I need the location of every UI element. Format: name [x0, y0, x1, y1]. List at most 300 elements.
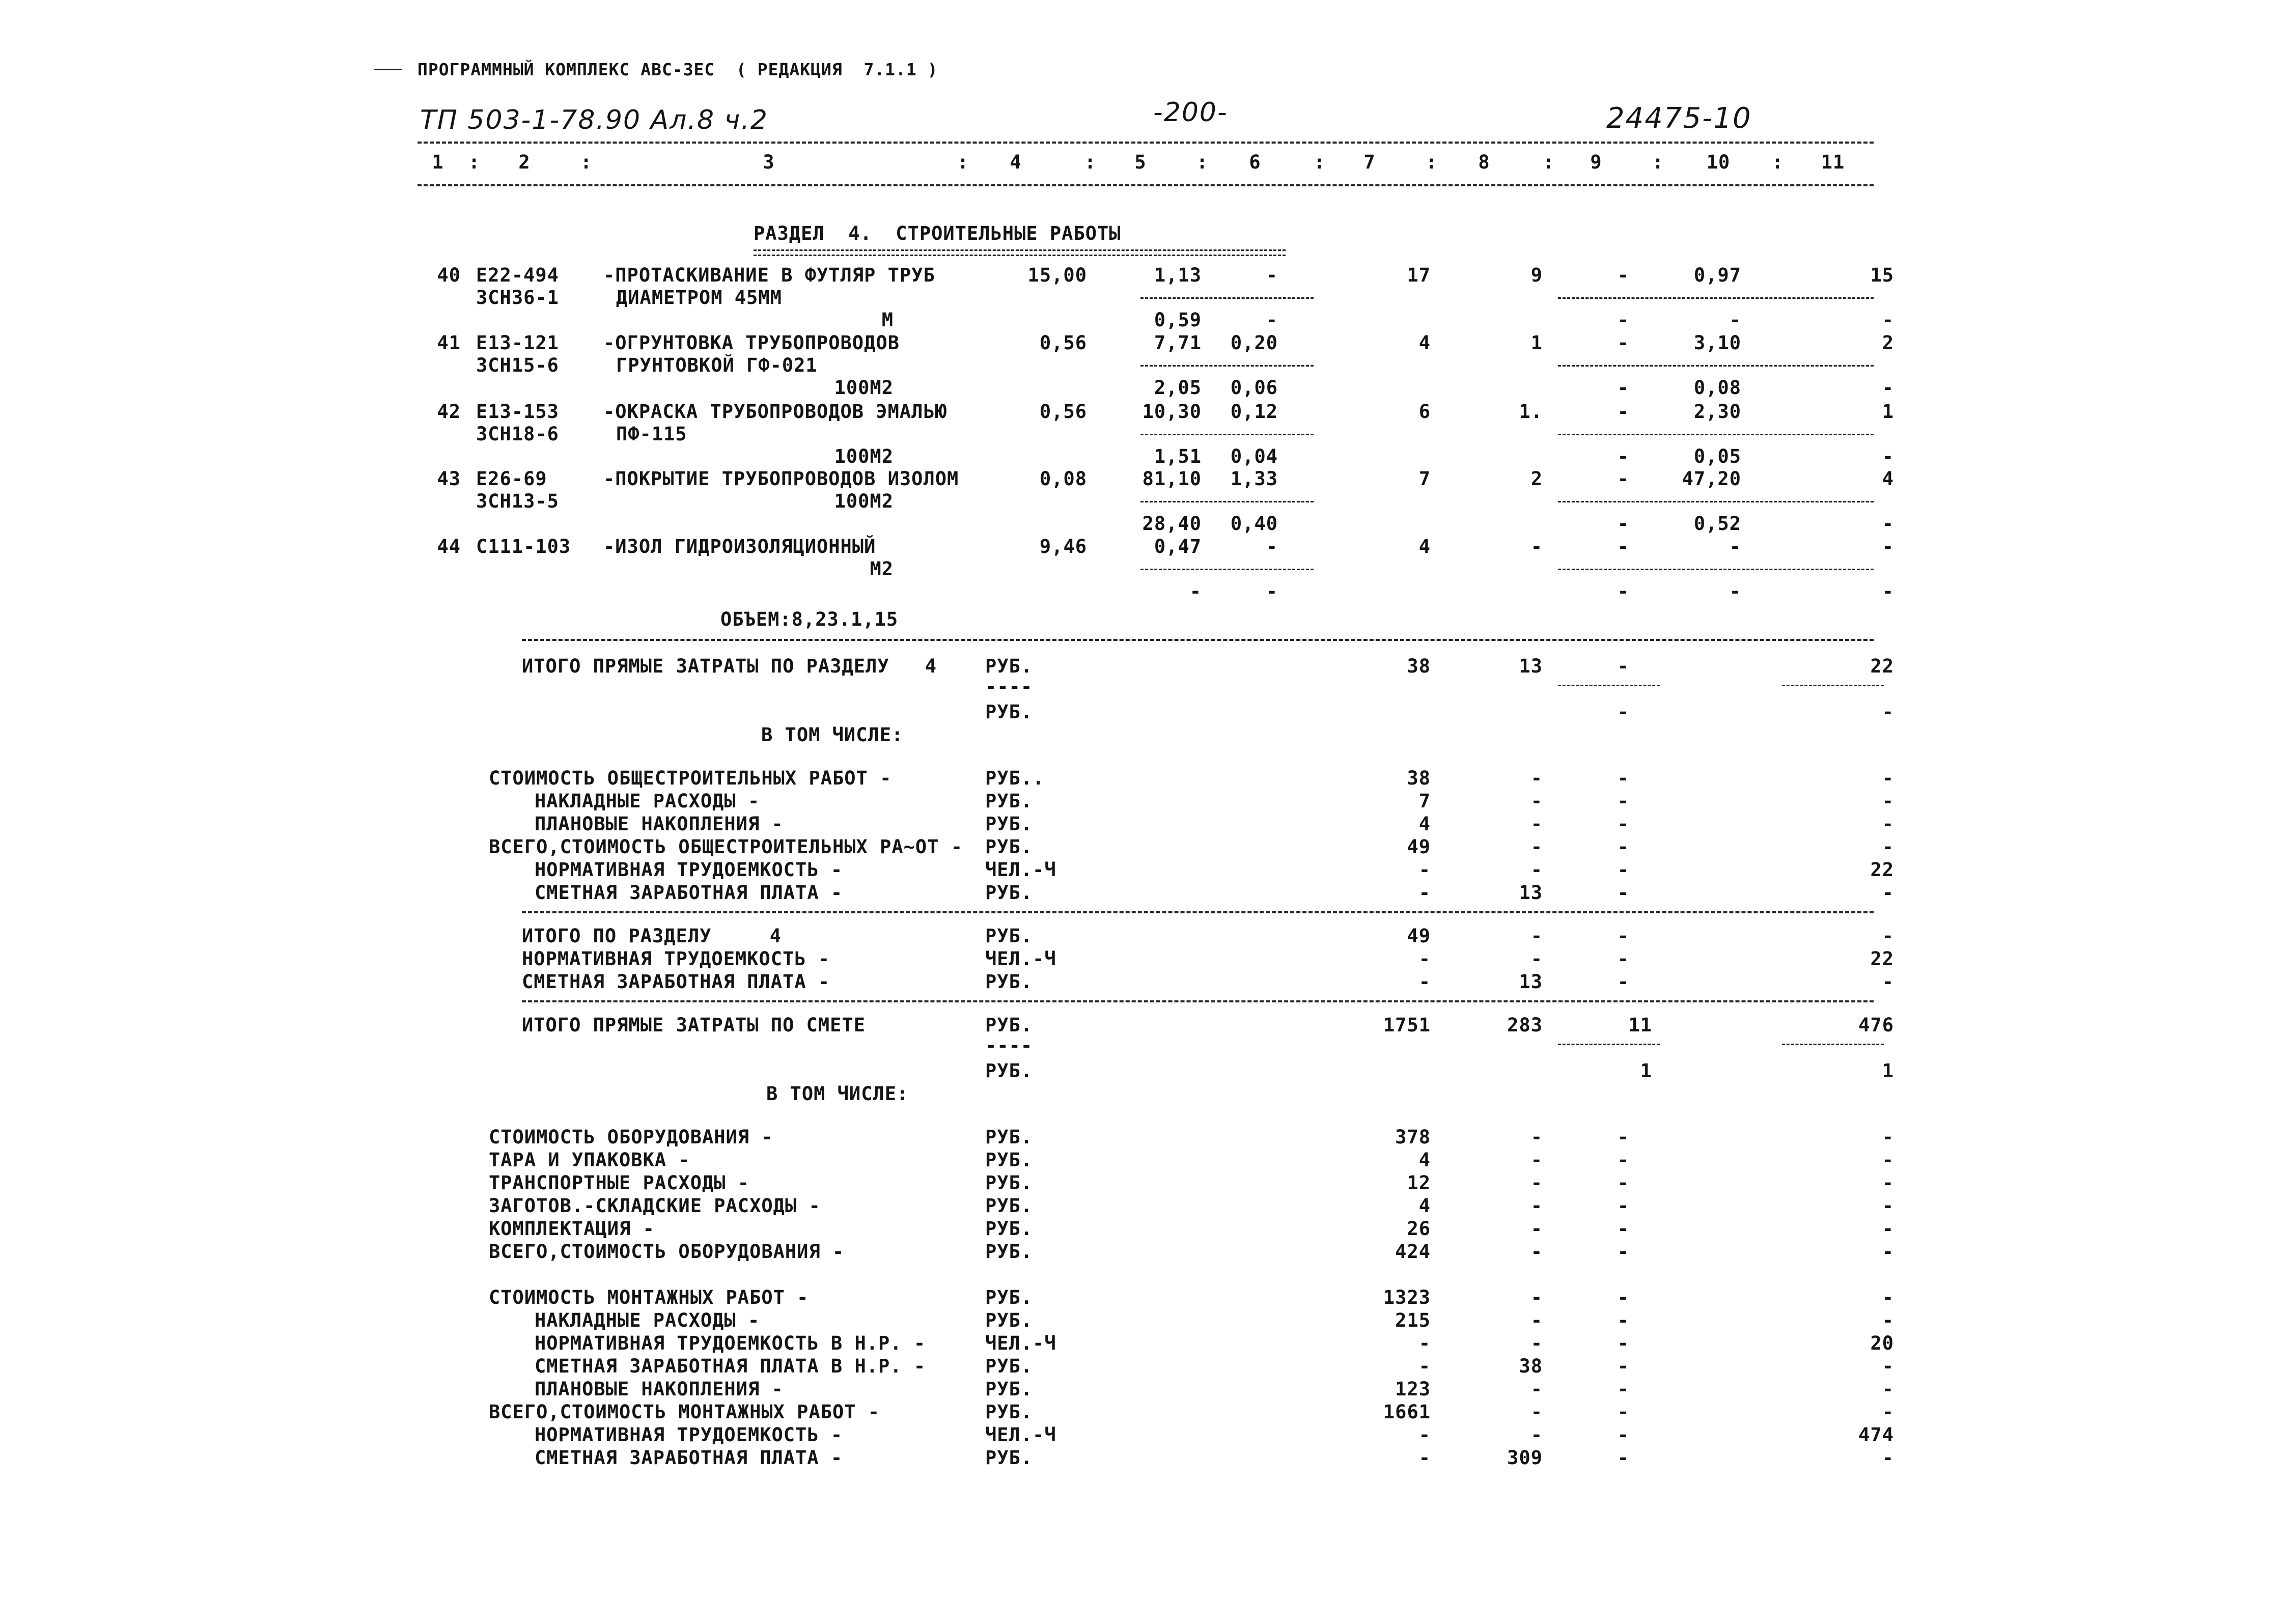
- breakdown-row-label: ВСЕГО,СТОИМОСТЬ ОБЩЕСТРОИТЕЛЬНЫХ РА~ОТ -: [489, 836, 963, 858]
- item-machine: -: [1617, 468, 1629, 490]
- installation-row-labor: -: [1882, 1309, 1894, 1331]
- item-unit-machine-wage: -: [1266, 580, 1278, 602]
- installation-row-unit: РУБ.: [985, 1355, 1033, 1377]
- breakdown-row-wages: -: [1530, 836, 1543, 858]
- equipment-row-total: 378: [1395, 1126, 1431, 1148]
- item-total: 17: [1407, 264, 1431, 286]
- installation-row-machine: -: [1617, 1447, 1629, 1469]
- installation-row-total: -: [1418, 1447, 1431, 1469]
- item-unit-machine-wage: 0,40: [1230, 513, 1278, 535]
- equipment-row-machine: -: [1617, 1172, 1629, 1194]
- item-subcode: 3СН15-6: [476, 354, 559, 376]
- equipment-row-unit: РУБ.: [985, 1218, 1033, 1240]
- item-wages: 1: [1530, 332, 1543, 354]
- item-machine-wage: -: [1617, 377, 1629, 399]
- installation-row-machine: -: [1617, 1401, 1629, 1423]
- installation-row-wages: -: [1530, 1332, 1543, 1354]
- installation-row-wages: -: [1530, 1286, 1543, 1308]
- item-description: -ПОКРЫТИЕ ТРУБОПРОВОДОВ ИЗОЛОМ: [603, 468, 959, 490]
- breakdown-row-wages: -: [1530, 813, 1543, 835]
- item-labor-unit-2: 0,52: [1693, 513, 1741, 535]
- equipment-row-wages: -: [1530, 1218, 1543, 1240]
- item-total: 4: [1418, 536, 1431, 557]
- equipment-row-total: 4: [1418, 1195, 1431, 1217]
- equipment-row-labor: -: [1882, 1126, 1894, 1148]
- item-number: 40: [437, 264, 461, 286]
- installation-row-unit: РУБ.: [985, 1401, 1033, 1423]
- equipment-row-total: 424: [1395, 1241, 1431, 1263]
- item-unit-price: 10,30: [1142, 401, 1202, 423]
- installation-row-wages: 38: [1519, 1355, 1543, 1377]
- item-code: Е22-494: [476, 264, 559, 286]
- column-separator: :: [1196, 151, 1209, 173]
- equipment-row-unit: РУБ.: [985, 1195, 1033, 1217]
- item-wages: -: [1530, 536, 1543, 557]
- breakdown-row-total: 4: [1418, 813, 1431, 835]
- column-header-bottom-rule: [417, 184, 1874, 186]
- item-wages: 2: [1530, 468, 1543, 490]
- equipment-row-machine: -: [1617, 1195, 1629, 1217]
- item-labor-unit: 3,10: [1693, 332, 1741, 354]
- equipment-row-unit: РУБ.: [985, 1126, 1033, 1148]
- equipment-row-unit: РУБ.: [985, 1172, 1033, 1194]
- equipment-row-label: ТАРА И УПАКОВКА -: [489, 1149, 690, 1171]
- installation-row-label: ПЛАНОВЫЕ НАКОПЛЕНИЯ -: [535, 1378, 784, 1400]
- item-code: Е13-121: [476, 332, 559, 354]
- item-number: 41: [437, 332, 461, 354]
- section-direct-subrule: [1782, 685, 1884, 686]
- equipment-row-labor: -: [1882, 1218, 1894, 1240]
- equipment-row-labor: -: [1882, 1149, 1894, 1171]
- item-labor-total-2: -: [1882, 377, 1894, 399]
- item-total: 6: [1418, 401, 1431, 423]
- equipment-row-label: СТОИМОСТЬ ОБОРУДОВАНИЯ -: [489, 1126, 773, 1148]
- section-direct-total-dash: ----: [985, 676, 1033, 697]
- item-code: Е26-69: [476, 468, 547, 490]
- installation-row-total: -: [1418, 1424, 1431, 1446]
- breakdown-row-wages: -: [1530, 767, 1543, 789]
- section-title: РАЗДЕЛ 4. СТРОИТЕЛЬНЫЕ РАБОТЫ: [754, 222, 1121, 244]
- section-direct-total-label: ИТОГО ПРЯМЫЕ ЗАТРАТЫ ПО РАЗДЕЛУ: [522, 655, 889, 677]
- section-total-machine: -: [1617, 925, 1629, 947]
- section-total-label: ИТОГО ПО РАЗДЕЛУ: [522, 925, 712, 947]
- equipment-row-machine: -: [1617, 1149, 1629, 1171]
- item-unit-price: 7,71: [1154, 332, 1202, 354]
- section-total-labor: 22: [1870, 948, 1894, 970]
- item-total: 7: [1418, 468, 1431, 490]
- item-wages: 9: [1530, 264, 1543, 286]
- section-total-number: 4: [769, 925, 782, 947]
- equipment-row-label: ТРАНСПОРТНЫЕ РАСХОДЫ -: [489, 1172, 750, 1194]
- estimate-direct-total-machine-2: 1: [1640, 1060, 1652, 1082]
- breakdown-row-labor: -: [1882, 767, 1894, 789]
- column-header-3: 3: [763, 151, 775, 173]
- installation-row-labor: 474: [1858, 1424, 1894, 1446]
- breakdown-row-machine: -: [1617, 790, 1629, 812]
- installation-row-label: СМЕТНАЯ ЗАРАБОТНАЯ ПЛАТА В Н.Р. -: [535, 1355, 926, 1377]
- installation-row-label: СТОИМОСТЬ МОНТАЖНЫХ РАБОТ -: [489, 1286, 809, 1308]
- item-description: -ИЗОЛ ГИДРОИЗОЛЯЦИОННЫЙ: [603, 536, 876, 557]
- column-header-8: 8: [1478, 151, 1490, 173]
- item-labor-total: 15: [1870, 264, 1894, 286]
- installation-row-total: 123: [1395, 1378, 1431, 1400]
- section-total-unit: ЧЕЛ.-Ч: [985, 948, 1056, 970]
- section-total-label: НОРМАТИВНАЯ ТРУДОЕМКОСТЬ -: [522, 948, 830, 970]
- breakdown-row-machine: -: [1617, 882, 1629, 904]
- item-machine: -: [1617, 401, 1629, 423]
- item-unit-price: 0,47: [1154, 536, 1202, 557]
- item-quantity: 15,00: [1027, 264, 1087, 286]
- section-total-machine: -: [1617, 971, 1629, 993]
- breakdown-row-unit: РУБ..: [985, 767, 1045, 789]
- item-labor-total: 1: [1882, 401, 1894, 423]
- breakdown-row-label: СТОИМОСТЬ ОБЩЕСТРОИТЕЛЬНЫХ РАБОТ -: [489, 767, 892, 789]
- section-direct-total-unit-2: РУБ.: [985, 701, 1033, 723]
- section-total-wages: -: [1530, 948, 1543, 970]
- section-direct-total-labor: 22: [1870, 655, 1894, 677]
- equipment-row-label: ВСЕГО,СТОИМОСТЬ ОБОРУДОВАНИЯ -: [489, 1241, 845, 1263]
- equipment-row-total: 26: [1407, 1218, 1431, 1240]
- installation-row-total: -: [1418, 1355, 1431, 1377]
- estimate-direct-subrule: [1782, 1044, 1884, 1045]
- breakdown-row-unit: РУБ.: [985, 836, 1033, 858]
- equipment-row-wages: -: [1530, 1126, 1543, 1148]
- section-direct-total-machine: -: [1617, 655, 1629, 677]
- installation-row-wages: -: [1530, 1378, 1543, 1400]
- installation-row-label: ВСЕГО,СТОИМОСТЬ МОНТАЖНЫХ РАБОТ -: [489, 1401, 880, 1423]
- item-unit-wage: 0,59: [1154, 309, 1202, 331]
- item-labor-unit-2: -: [1729, 309, 1741, 331]
- section-title-underline: [754, 249, 1286, 251]
- breakdown-row-labor: -: [1882, 882, 1894, 904]
- item-subcode: 3СН36-1: [476, 287, 559, 309]
- section-direct-subrule: [1558, 685, 1660, 686]
- item-labor-unit-2: -: [1729, 580, 1741, 602]
- installation-row-machine: -: [1617, 1332, 1629, 1354]
- item-labor-total: -: [1882, 536, 1894, 557]
- installation-row-machine: -: [1617, 1309, 1629, 1331]
- estimate-direct-total-unit: РУБ.: [985, 1014, 1033, 1036]
- section-direct-total-labor-2: -: [1882, 701, 1894, 723]
- section-total-wages: -: [1530, 925, 1543, 947]
- item-machine: -: [1617, 536, 1629, 557]
- item-machine: -: [1617, 332, 1629, 354]
- section-title-underline-2: [754, 255, 1286, 256]
- installation-row-unit: РУБ.: [985, 1286, 1033, 1308]
- column-header-5: 5: [1134, 151, 1147, 173]
- equipment-row-machine: -: [1617, 1218, 1629, 1240]
- breakdown-row-total: -: [1418, 859, 1431, 881]
- breakdown-row-machine: -: [1617, 767, 1629, 789]
- section-total-sum: 49: [1407, 925, 1431, 947]
- item-subcode: 3СН18-6: [476, 423, 559, 445]
- section-divider-3: [522, 1000, 1874, 1002]
- item-subrule: [1140, 365, 1314, 367]
- program-header: ПРОГРАММНЫЙ КОМПЛЕКС АВС-ЗЕС ( РЕДАКЦИЯ 7.1.1 ): [417, 60, 938, 79]
- column-header-9: 9: [1590, 151, 1602, 173]
- breakdown-row-labor: 22: [1870, 859, 1894, 881]
- item-unit: 100М2: [834, 377, 894, 399]
- item-labor-total-2: -: [1882, 445, 1894, 467]
- column-separator: :: [580, 151, 593, 173]
- estimate-direct-total-sum: 1751: [1383, 1014, 1431, 1036]
- equipment-row-labor: -: [1882, 1195, 1894, 1217]
- equipment-row-unit: РУБ.: [985, 1241, 1033, 1263]
- item-unit-price: 81,10: [1142, 468, 1202, 490]
- installation-row-total: -: [1418, 1332, 1431, 1354]
- column-separator: :: [1543, 151, 1555, 173]
- including-label: В ТОМ ЧИСЛЕ:: [761, 724, 904, 746]
- item-subrule: [1140, 434, 1314, 435]
- installation-row-total: 1323: [1383, 1286, 1431, 1308]
- item-subrule: [1558, 434, 1874, 435]
- installation-row-label: СМЕТНАЯ ЗАРАБОТНАЯ ПЛАТА -: [535, 1447, 843, 1469]
- column-header-top-rule: [417, 142, 1874, 144]
- item-description-cont: ГРУНТОВКОЙ ГФ-021: [616, 354, 818, 376]
- item-unit-machine-wage: 0,06: [1230, 377, 1278, 399]
- item-labor-unit: 0,97: [1693, 264, 1741, 286]
- item-number: 44: [437, 536, 461, 557]
- column-header-4: 4: [1010, 151, 1022, 173]
- section-divider-2: [522, 911, 1874, 913]
- item-number: 43: [437, 468, 461, 490]
- item-quantity: 9,46: [1039, 536, 1087, 557]
- estimate-direct-total-labor-2: 1: [1882, 1060, 1894, 1082]
- column-separator: :: [1314, 151, 1326, 173]
- estimate-direct-total-labor: 476: [1858, 1014, 1894, 1036]
- item-wages: 1.: [1519, 401, 1543, 423]
- installation-row-label: НАКЛАДНЫЕ РАСХОДЫ -: [535, 1309, 760, 1331]
- equipment-row-total: 4: [1418, 1149, 1431, 1171]
- installation-row-labor: -: [1882, 1355, 1894, 1377]
- section-direct-total-number: 4: [925, 655, 937, 677]
- installation-row-total: 215: [1395, 1309, 1431, 1331]
- column-header-11: 11: [1821, 151, 1845, 173]
- item-subrule: [1140, 569, 1314, 570]
- item-labor-total-2: -: [1882, 309, 1894, 331]
- item-description: -ОКРАСКА ТРУБОПРОВОДОВ ЭМАЛЬЮ: [603, 401, 948, 423]
- installation-row-wages: 309: [1507, 1447, 1543, 1469]
- item-unit-wage: 2,05: [1154, 377, 1202, 399]
- estimate-direct-subrule: [1558, 1044, 1660, 1045]
- item-code: Е13-153: [476, 401, 559, 423]
- column-header-10: 10: [1706, 151, 1731, 173]
- installation-row-labor: -: [1882, 1378, 1894, 1400]
- breakdown-row-labor: -: [1882, 790, 1894, 812]
- item-unit: 100М2: [834, 445, 894, 467]
- equipment-row-label: КОМПЛЕКТАЦИЯ -: [489, 1218, 655, 1240]
- item-unit-machine: 0,12: [1230, 401, 1278, 423]
- item-labor-total: 2: [1882, 332, 1894, 354]
- column-separator: :: [1426, 151, 1438, 173]
- section-direct-total-machine-2: -: [1617, 701, 1629, 723]
- item-subrule: [1558, 501, 1874, 502]
- breakdown-row-wages: -: [1530, 790, 1543, 812]
- item-labor-unit-2: 0,08: [1693, 377, 1741, 399]
- breakdown-row-total: 38: [1407, 767, 1431, 789]
- column-separator: :: [957, 151, 969, 173]
- doc-code: 24475-10: [1606, 102, 1752, 135]
- column-header-7: 7: [1363, 151, 1376, 173]
- item-unit: М: [881, 309, 894, 331]
- breakdown-row-wages: -: [1530, 859, 1543, 881]
- equipment-row-unit: РУБ.: [985, 1149, 1033, 1171]
- section-total-sum: -: [1418, 948, 1431, 970]
- item-unit-machine: 0,20: [1230, 332, 1278, 354]
- installation-row-machine: -: [1617, 1378, 1629, 1400]
- item-unit-wage: 1,51: [1154, 445, 1202, 467]
- equipment-row-wages: -: [1530, 1195, 1543, 1217]
- breakdown-row-label: ПЛАНОВЫЕ НАКОПЛЕНИЯ -: [535, 813, 784, 835]
- estimate-direct-total-unit-2: РУБ.: [985, 1060, 1033, 1082]
- breakdown-row-label: НОРМАТИВНАЯ ТРУДОЕМКОСТЬ -: [535, 859, 843, 881]
- item-labor-unit: 47,20: [1682, 468, 1741, 490]
- installation-row-labor: -: [1882, 1447, 1894, 1469]
- item-quantity: 0,08: [1039, 468, 1087, 490]
- installation-row-labor: -: [1882, 1401, 1894, 1423]
- installation-row-unit: РУБ.: [985, 1309, 1033, 1331]
- item-total: 4: [1418, 332, 1431, 354]
- item-unit-machine-wage: 0,04: [1230, 445, 1278, 467]
- breakdown-row-unit: РУБ.: [985, 813, 1033, 835]
- item-description-cont: ДИАМЕТРОМ 45ММ: [616, 287, 782, 309]
- installation-row-unit: ЧЕЛ.-Ч: [985, 1424, 1056, 1446]
- equipment-row-wages: -: [1530, 1241, 1543, 1263]
- item-unit-price: 1,13: [1154, 264, 1202, 286]
- breakdown-row-labor: -: [1882, 813, 1894, 835]
- item-quantity: 0,56: [1039, 401, 1087, 423]
- breakdown-row-label: НАКЛАДНЫЕ РАСХОДЫ -: [535, 790, 760, 812]
- item-machine-wage: -: [1617, 580, 1629, 602]
- item-machine: -: [1617, 264, 1629, 286]
- estimate-direct-total-wages: 283: [1507, 1014, 1543, 1036]
- item-subcode: 3СН13-5: [476, 490, 559, 512]
- equipment-row-wages: -: [1530, 1149, 1543, 1171]
- item-unit-machine: 1,33: [1230, 468, 1278, 490]
- section-divider-1: [522, 639, 1874, 641]
- equipment-row-machine: -: [1617, 1126, 1629, 1148]
- item-unit: М2: [870, 558, 894, 580]
- column-separator: :: [468, 151, 481, 173]
- installation-row-unit: ЧЕЛ.-Ч: [985, 1332, 1056, 1354]
- volume-note: ОБЪЕМ:8,23.1,15: [720, 608, 899, 630]
- item-description: -ПРОТАСКИВАНИЕ В ФУТЛЯР ТРУБ: [603, 264, 935, 286]
- equipment-row-machine: -: [1617, 1241, 1629, 1263]
- item-machine-wage: -: [1617, 513, 1629, 535]
- item-code: С111-103: [476, 536, 571, 557]
- breakdown-row-machine: -: [1617, 859, 1629, 881]
- page-number: -200-: [1153, 97, 1228, 128]
- installation-row-unit: РУБ.: [985, 1447, 1033, 1469]
- doc-reference: ТП 503-1-78.90 Ал.8 ч.2: [420, 105, 768, 135]
- installation-row-machine: -: [1617, 1355, 1629, 1377]
- item-labor-unit: 2,30: [1693, 401, 1741, 423]
- section-total-wages: 13: [1519, 971, 1543, 993]
- item-subrule: [1140, 501, 1314, 502]
- installation-row-total: 1661: [1383, 1401, 1431, 1423]
- section-total-unit: РУБ.: [985, 971, 1033, 993]
- item-unit-machine-wage: -: [1266, 309, 1278, 331]
- breakdown-row-unit: ЧЕЛ.-Ч: [985, 859, 1056, 881]
- estimate-direct-total-machine: 11: [1628, 1014, 1652, 1036]
- breakdown-row-machine: -: [1617, 836, 1629, 858]
- breakdown-row-machine: -: [1617, 813, 1629, 835]
- breakdown-row-wages: 13: [1519, 882, 1543, 904]
- section-total-labor: -: [1882, 925, 1894, 947]
- installation-row-machine: -: [1617, 1424, 1629, 1446]
- installation-row-labor: 20: [1870, 1332, 1894, 1354]
- estimate-direct-total-label: ИТОГО ПРЯМЫЕ ЗАТРАТЫ ПО СМЕТЕ: [522, 1014, 866, 1036]
- installation-row-label: НОРМАТИВНАЯ ТРУДОЕМКОСТЬ -: [535, 1424, 843, 1446]
- breakdown-row-unit: РУБ.: [985, 790, 1033, 812]
- column-separator: :: [1772, 151, 1784, 173]
- installation-row-wages: -: [1530, 1401, 1543, 1423]
- section-total-unit: РУБ.: [985, 925, 1033, 947]
- header-tick: [374, 69, 402, 70]
- item-machine-wage: -: [1617, 445, 1629, 467]
- column-header-2: 2: [518, 151, 531, 173]
- item-machine-wage: -: [1617, 309, 1629, 331]
- item-labor-unit-2: 0,05: [1693, 445, 1741, 467]
- installation-row-machine: -: [1617, 1286, 1629, 1308]
- item-unit-machine: -: [1266, 264, 1278, 286]
- item-subrule: [1558, 569, 1874, 570]
- breakdown-row-labor: -: [1882, 836, 1894, 858]
- equipment-row-label: ЗАГОТОВ.-СКЛАДСКИЕ РАСХОДЫ -: [489, 1195, 821, 1217]
- section-direct-total-wages: 13: [1519, 655, 1543, 677]
- item-unit-wage: -: [1189, 580, 1202, 602]
- item-unit: 100М2: [834, 490, 894, 512]
- equipment-row-labor: -: [1882, 1172, 1894, 1194]
- item-labor-unit: -: [1729, 536, 1741, 557]
- item-subrule: [1140, 297, 1314, 299]
- item-quantity: 0,56: [1039, 332, 1087, 354]
- breakdown-row-total: 7: [1418, 790, 1431, 812]
- item-labor-total-2: -: [1882, 580, 1894, 602]
- installation-row-wages: -: [1530, 1309, 1543, 1331]
- section-total-labor: -: [1882, 971, 1894, 993]
- equipment-row-total: 12: [1407, 1172, 1431, 1194]
- installation-row-wages: -: [1530, 1424, 1543, 1446]
- breakdown-row-total: 49: [1407, 836, 1431, 858]
- breakdown-row-unit: РУБ.: [985, 882, 1033, 904]
- installation-row-labor: -: [1882, 1286, 1894, 1308]
- section-total-sum: -: [1418, 971, 1431, 993]
- item-description-cont: ПФ-115: [616, 423, 687, 445]
- equipment-row-wages: -: [1530, 1172, 1543, 1194]
- breakdown-row-total: -: [1418, 882, 1431, 904]
- item-subrule: [1558, 297, 1874, 299]
- section-total-label: СМЕТНАЯ ЗАРАБОТНАЯ ПЛАТА -: [522, 971, 830, 993]
- section-total-machine: -: [1617, 948, 1629, 970]
- item-labor-total-2: -: [1882, 513, 1894, 535]
- column-separator: :: [1084, 151, 1097, 173]
- item-description: -ОГРУНТОВКА ТРУБОПРОВОДОВ: [603, 332, 900, 354]
- item-number: 42: [437, 401, 461, 423]
- installation-row-unit: РУБ.: [985, 1378, 1033, 1400]
- item-unit-machine: -: [1266, 536, 1278, 557]
- item-labor-total: 4: [1882, 468, 1894, 490]
- section-direct-total-sum: 38: [1407, 655, 1431, 677]
- column-separator: :: [1652, 151, 1664, 173]
- item-unit-wage: 28,40: [1142, 513, 1202, 535]
- column-header-1: 1: [432, 151, 444, 173]
- item-subrule: [1558, 365, 1874, 367]
- section-direct-total-unit: РУБ.: [985, 655, 1033, 677]
- equipment-row-labor: -: [1882, 1241, 1894, 1263]
- breakdown-row-label: СМЕТНАЯ ЗАРАБОТНАЯ ПЛАТА -: [535, 882, 843, 904]
- estimate-direct-total-dash: ----: [985, 1034, 1033, 1056]
